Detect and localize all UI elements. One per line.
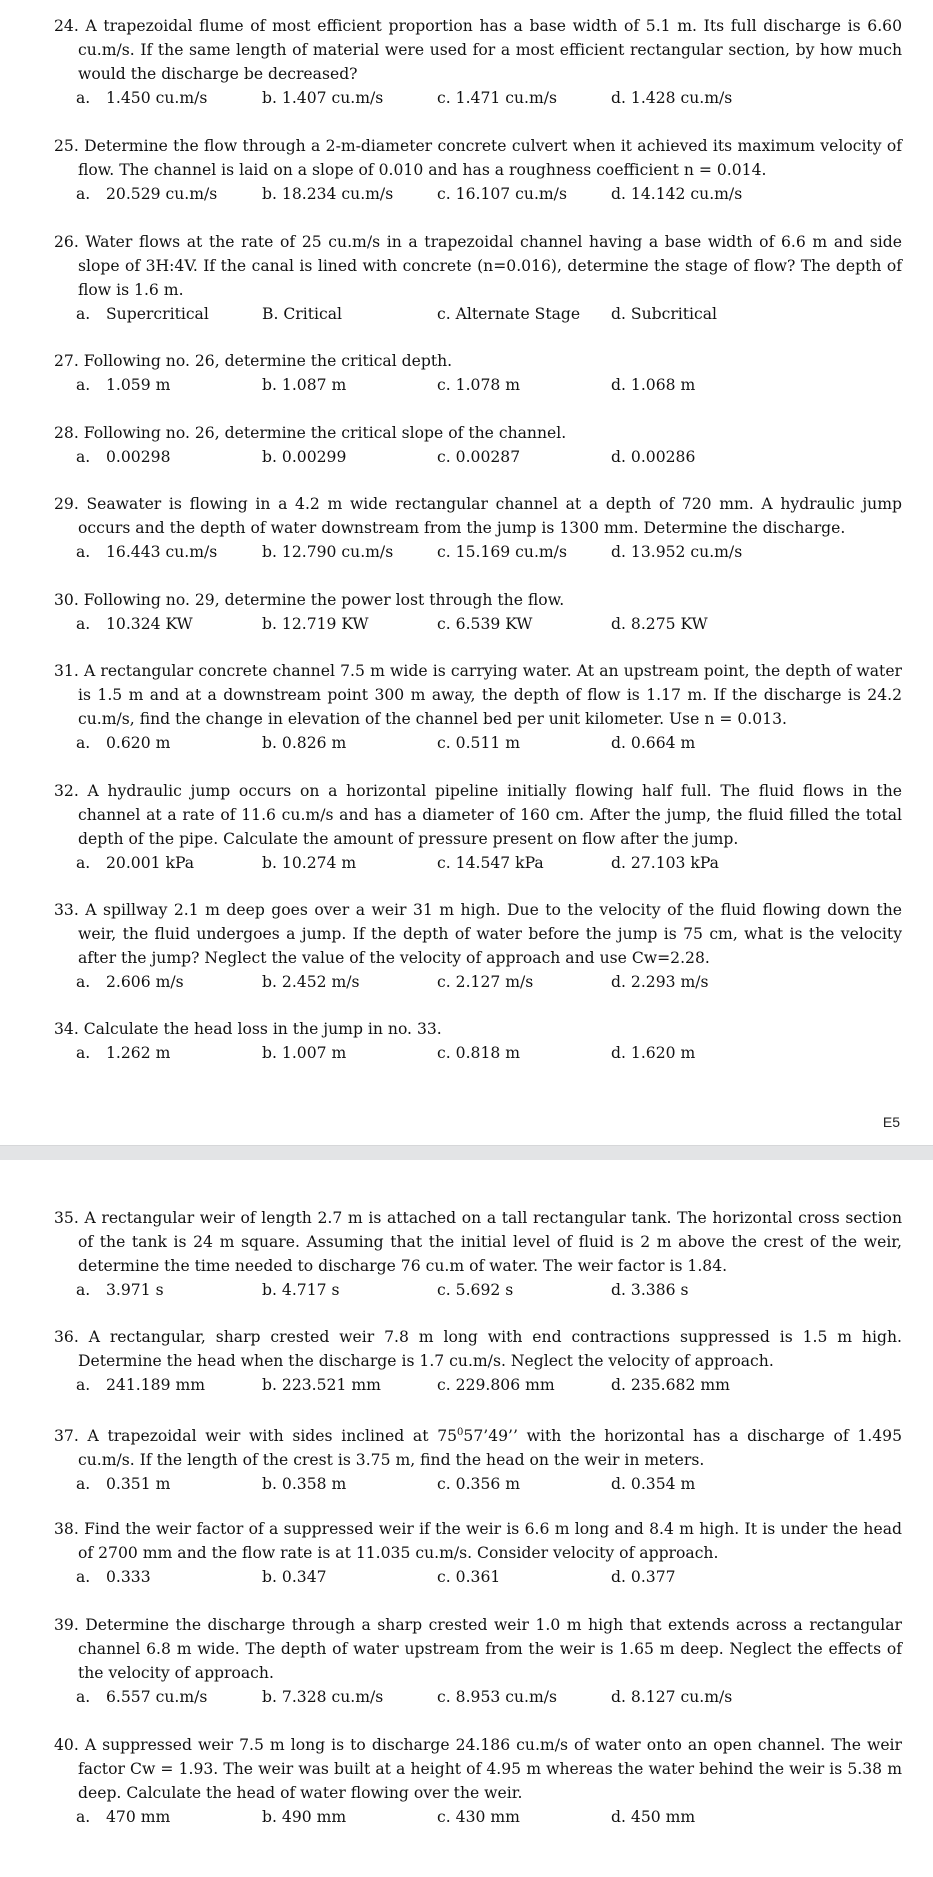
answer-choices xyxy=(54,1373,902,1397)
choice-c: c. 0.818 m xyxy=(437,1044,521,1062)
answer-choices xyxy=(54,731,902,755)
choice-a-value: 0.620 m xyxy=(106,734,171,752)
question-28 xyxy=(54,421,902,469)
choice-b: b. 1.007 m xyxy=(262,1044,347,1062)
choice-d: d. 13.952 cu.m/s xyxy=(611,543,743,561)
choice-a-letter: a. xyxy=(76,1281,91,1299)
choice-a xyxy=(76,1472,170,1496)
choice-a-value: 6.557 cu.m/s xyxy=(106,1688,208,1706)
choice-b: b. 10.274 m xyxy=(262,854,357,872)
choice-d: d. 2.293 m/s xyxy=(611,973,709,991)
question-25 xyxy=(54,134,902,206)
choice-b: b. 2.452 m/s xyxy=(262,973,360,991)
choice-d: d. 14.142 cu.m/s xyxy=(611,185,743,203)
choice-b: b. 18.234 cu.m/s xyxy=(262,185,394,203)
choice-b: b. 1.087 m xyxy=(262,376,347,394)
question-stem: 36. A rectangular, sharp crested weir 7.8 m long with end contractions suppressed is 1.5 m high. Determine the head when the discharge is 1.7 cu.m/s. Neglect the velocity of approach. xyxy=(54,1328,902,1370)
choice-a-letter: a. xyxy=(76,1688,91,1706)
answer-choices xyxy=(54,182,902,206)
question-38 xyxy=(54,1517,902,1589)
answer-choices xyxy=(54,612,902,636)
answer-choices xyxy=(54,851,902,875)
choice-a xyxy=(76,86,207,110)
choice-b: b. 12.719 KW xyxy=(262,615,369,633)
choice-a xyxy=(76,302,209,326)
question-40 xyxy=(54,1733,902,1829)
choice-c: c. 15.169 cu.m/s xyxy=(437,543,567,561)
choice-a-letter: a. xyxy=(76,854,91,872)
choice-a xyxy=(76,445,170,469)
question-30 xyxy=(54,588,902,636)
choice-a-value: 20.529 cu.m/s xyxy=(106,185,218,203)
choice-c: c. 1.471 cu.m/s xyxy=(437,89,558,107)
choice-a-value: 0.00298 xyxy=(106,448,171,466)
choice-b: b. 223.521 mm xyxy=(262,1376,381,1394)
choice-a xyxy=(76,540,217,564)
answer-choices xyxy=(54,970,902,994)
question-24 xyxy=(54,14,902,110)
choice-d: d. 8.127 cu.m/s xyxy=(611,1688,733,1706)
choice-a-value: 470 mm xyxy=(106,1808,171,1826)
question-stem: 28. Following no. 26, determine the critical slope of the channel. xyxy=(54,424,567,442)
choice-b: B. Critical xyxy=(262,305,343,323)
answer-choices xyxy=(54,373,902,397)
choice-c: c. 0.361 xyxy=(437,1568,501,1586)
choice-b: b. 4.717 s xyxy=(262,1281,340,1299)
choice-a-letter: a. xyxy=(76,543,91,561)
choice-d: d. 0.00286 xyxy=(611,448,696,466)
question-stem: 30. Following no. 29, determine the power lost through the flow. xyxy=(54,591,565,609)
question-29 xyxy=(54,492,902,564)
question-stem xyxy=(54,1421,902,1472)
question-36 xyxy=(54,1325,902,1397)
choice-c: c. 0.356 m xyxy=(437,1475,521,1494)
choice-c: c. 6.539 KW xyxy=(437,615,533,633)
choice-a-letter: a. xyxy=(76,89,91,107)
choice-a-letter: a. xyxy=(76,615,91,633)
answer-choices xyxy=(54,1565,902,1589)
answer-choices xyxy=(54,1472,902,1496)
choice-b: b. 12.790 cu.m/s xyxy=(262,543,394,561)
question-stem: 25. Determine the flow through a 2-m-diameter concrete culvert when it achieved its maximum velocity of flow. The channel is laid on a slope of 0.010 and has a roughness coefficient n = 0.014. xyxy=(54,137,902,179)
choice-d: d. 27.103 kPa xyxy=(611,854,719,872)
question-stem: 26. Water flows at the rate of 25 cu.m/s in a trapezoidal channel having a base width of 6.6 m and side slope of 3H:4V. If the canal is lined with concrete (n=0.016), determine the stage of flow? The depth of flow is 1.6 m. xyxy=(54,233,902,299)
choice-c: c. 229.806 mm xyxy=(437,1376,555,1394)
choice-c: c. 8.953 cu.m/s xyxy=(437,1688,558,1706)
choice-d: d. 235.682 mm xyxy=(611,1376,730,1394)
choice-c: c. 2.127 m/s xyxy=(437,973,534,991)
choice-a-letter: a. xyxy=(76,448,91,466)
page-number: E5 xyxy=(882,1114,900,1130)
choice-d: d. 8.275 KW xyxy=(611,615,708,633)
answer-choices xyxy=(54,302,902,326)
question-27 xyxy=(54,349,902,397)
choice-a-value: 0.351 m xyxy=(106,1475,171,1494)
question-39 xyxy=(54,1613,902,1709)
question-26 xyxy=(54,230,902,326)
question-stem: 27. Following no. 26, determine the critical depth. xyxy=(54,352,453,370)
degree-superscript: 0 xyxy=(457,1427,464,1438)
answer-choices xyxy=(54,1278,902,1302)
choice-c: c. 14.547 kPa xyxy=(437,854,544,872)
choice-c: c. 1.078 m xyxy=(437,376,521,394)
choice-b: b. 7.328 cu.m/s xyxy=(262,1688,384,1706)
choice-c: c. 0.00287 xyxy=(437,448,521,466)
stem-text-start: 37. A trapezoidal weir with sides inclined at 75 xyxy=(54,1427,458,1446)
question-35 xyxy=(54,1206,902,1302)
choice-b: b. 0.347 xyxy=(262,1568,327,1586)
question-stem: 34. Calculate the head loss in the jump in no. 33. xyxy=(54,1020,442,1038)
answer-choices xyxy=(54,1805,902,1829)
choice-a-letter: a. xyxy=(76,1808,91,1826)
choice-c: c. Alternate Stage xyxy=(437,305,581,323)
choice-a-letter: a. xyxy=(76,185,91,203)
choice-a xyxy=(76,731,170,755)
choice-a-value: Supercritical xyxy=(106,305,209,323)
choice-a-letter: a. xyxy=(76,305,91,323)
choice-a xyxy=(76,182,217,206)
choice-a xyxy=(76,1278,164,1302)
question-31 xyxy=(54,659,902,755)
choice-a-value: 241.189 mm xyxy=(106,1376,206,1394)
answer-choices xyxy=(54,86,902,110)
choice-b: b. 1.407 cu.m/s xyxy=(262,89,384,107)
choice-a-value: 3.971 s xyxy=(106,1281,164,1299)
choice-a-value: 2.606 m/s xyxy=(106,973,184,991)
choice-a-letter: a. xyxy=(76,734,91,752)
choice-a xyxy=(76,1805,170,1829)
answer-choices xyxy=(54,1041,902,1065)
page-separator xyxy=(0,1145,933,1161)
choice-a-value: 10.324 KW xyxy=(106,615,193,633)
choice-a xyxy=(76,1685,207,1709)
choice-a xyxy=(76,1565,151,1589)
choice-c: c. 16.107 cu.m/s xyxy=(437,185,567,203)
answer-choices xyxy=(54,445,902,469)
stem-text-end: 57’49’’ with the horizontal has a discharge of 1.495 cu.m/s. If the length of the crest is 3.75 m, find the head on the weir in meters. xyxy=(78,1427,902,1470)
choice-a-value: 20.001 kPa xyxy=(106,854,195,872)
question-stem: 40. A suppressed weir 7.5 m long is to discharge 24.186 cu.m/s of water onto an open channel. The weir factor Cw = 1.93. The weir was built at a height of 4.95 m whereas the water behind the weir is 5.38 m deep. Calculate the head of water flowing over the weir. xyxy=(54,1736,902,1802)
question-33 xyxy=(54,898,902,994)
question-stem: 32. A hydraulic jump occurs on a horizontal pipeline initially flowing half full. The fluid flows in the channel at a rate of 11.6 cu.m/s and has a diameter of 160 cm. After the jump, the fluid filled the total depth of the pipe. Calculate the amount of pressure present on flow after the jump. xyxy=(54,782,902,848)
choice-a xyxy=(76,1041,170,1065)
choice-a xyxy=(76,851,194,875)
choice-c: c. 0.511 m xyxy=(437,734,521,752)
choice-d: d. 1.620 m xyxy=(611,1044,696,1062)
choice-a xyxy=(76,612,193,636)
choice-d: d. 0.664 m xyxy=(611,734,696,752)
choice-d: d. 1.428 cu.m/s xyxy=(611,89,733,107)
question-stem: 38. Find the weir factor of a suppressed weir if the weir is 6.6 m long and 8.4 m high. It is under the head of 2700 mm and the flow rate is at 11.035 cu.m/s. Consider velocity of approach. xyxy=(54,1520,902,1562)
choice-a-letter: a. xyxy=(76,1568,91,1586)
choice-a xyxy=(76,970,184,994)
choice-c: c. 430 mm xyxy=(437,1808,520,1826)
choice-d: d. 0.354 m xyxy=(611,1475,696,1494)
choice-a-letter: a. xyxy=(76,1044,91,1062)
choice-a-value: 16.443 cu.m/s xyxy=(106,543,218,561)
page-2 xyxy=(0,1160,933,1877)
choice-b: b. 0.00299 xyxy=(262,448,347,466)
choice-b: b. 0.826 m xyxy=(262,734,347,752)
choice-d: d. 1.068 m xyxy=(611,376,696,394)
choice-d: d. Subcritical xyxy=(611,305,718,323)
question-stem: 24. A trapezoidal flume of most efficient proportion has a base width of 5.1 m. Its full discharge is 6.60 cu.m/s. If the same length of material were used for a most efficient rectangular section, by how much would the discharge be decreased? xyxy=(54,17,902,83)
question-stem: 31. A rectangular concrete channel 7.5 m wide is carrying water. At an upstream point, the depth of water is 1.5 m and at a downstream point 300 m away, the depth of flow is 1.17 m. If the discharge is 24.2 cu.m/s, find the change in elevation of the channel bed per unit kilometer. Use n = 0.013. xyxy=(54,662,902,728)
question-stem: 33. A spillway 2.1 m deep goes over a weir 31 m high. Due to the velocity of the fluid flowing down the weir, the fluid undergoes a jump. If the depth of water before the jump is 75 cm, what is the velocity after the jump? Neglect the value of the velocity of approach and use Cw=2.28. xyxy=(54,901,902,967)
choice-a xyxy=(76,1373,205,1397)
question-32 xyxy=(54,779,902,875)
choice-a xyxy=(76,373,170,397)
answer-choices xyxy=(54,540,902,564)
choice-a-value: 1.450 cu.m/s xyxy=(106,89,208,107)
choice-d: d. 0.377 xyxy=(611,1568,676,1586)
choice-b: b. 0.358 m xyxy=(262,1475,347,1494)
question-stem: 35. A rectangular weir of length 2.7 m is attached on a tall rectangular tank. The horizontal cross section of the tank is 24 m square. Assuming that the initial level of fluid is 2 m above the crest of the weir, determine the time needed to discharge 76 cu.m of water. The weir factor is 1.84. xyxy=(54,1209,902,1275)
choice-a-letter: a. xyxy=(76,1475,91,1494)
choice-a-value: 1.059 m xyxy=(106,376,171,394)
choice-a-value: 1.262 m xyxy=(106,1044,171,1062)
choice-a-letter: a. xyxy=(76,376,91,394)
choice-a-letter: a. xyxy=(76,1376,91,1394)
choice-b: b. 490 mm xyxy=(262,1808,347,1826)
question-stem: 39. Determine the discharge through a sharp crested weir 1.0 m high that extends across a rectangular channel 6.8 m wide. The depth of water upstream from the weir is 1.65 m deep. Neglect the effects of the velocity of approach. xyxy=(54,1616,902,1682)
choice-a-value: 0.333 xyxy=(106,1568,151,1586)
choice-d: d. 3.386 s xyxy=(611,1281,689,1299)
question-37 xyxy=(54,1421,902,1496)
question-34 xyxy=(54,1017,902,1065)
answer-choices xyxy=(54,1685,902,1709)
choice-a-letter: a. xyxy=(76,973,91,991)
choice-c: c. 5.692 s xyxy=(437,1281,514,1299)
question-stem: 29. Seawater is flowing in a 4.2 m wide rectangular channel at a depth of 720 mm. A hydraulic jump occurs and the depth of water downstream from the jump is 1300 mm. Determine the discharge. xyxy=(54,495,902,537)
choice-d: d. 450 mm xyxy=(611,1808,696,1826)
